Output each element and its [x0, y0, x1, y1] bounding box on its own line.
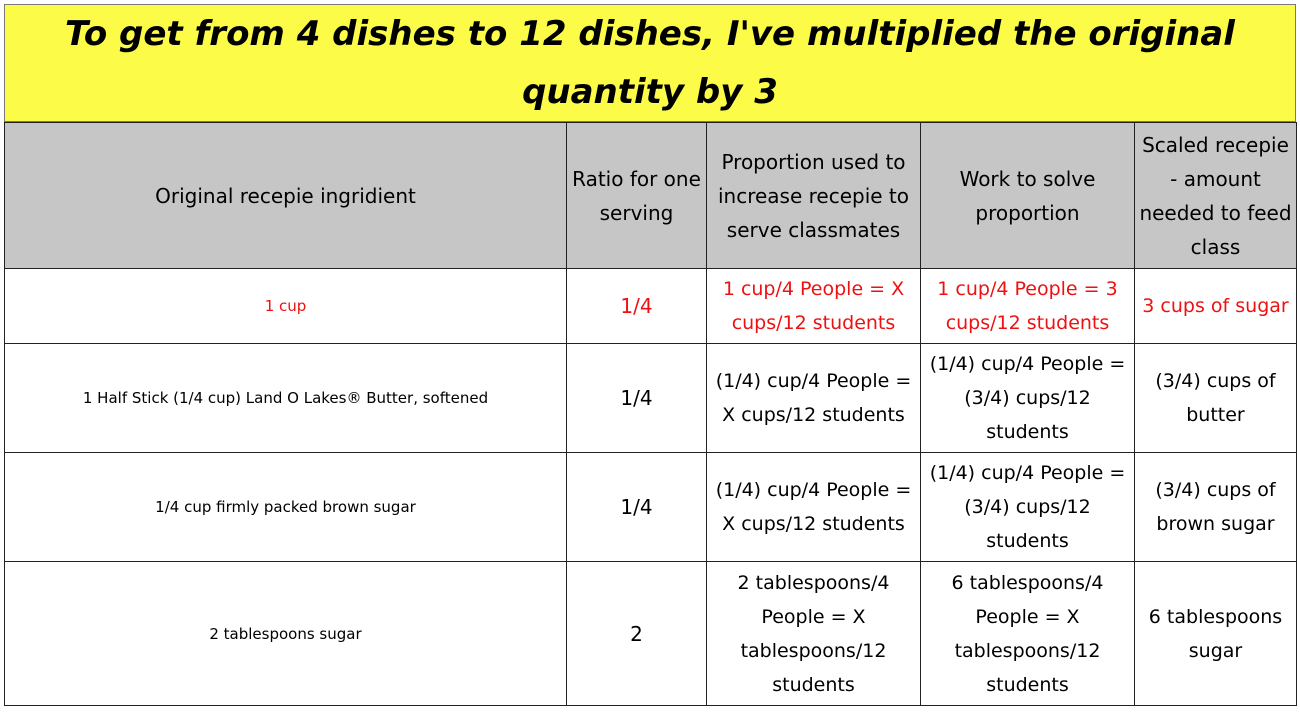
ratio-cell[interactable]: 1/4	[567, 453, 707, 562]
proportion-cell[interactable]: 2 tablespoons/4 People = X tablespoons/12 students	[707, 562, 921, 706]
header-row	[5, 123, 1297, 269]
proportion-cell[interactable]: 1 cup/4 People = X cups/12 students	[707, 269, 921, 344]
recipe-table	[4, 122, 1297, 706]
header-proportion[interactable]: Proportion used to increase recepie to serve classmates	[707, 123, 921, 269]
ingredient-cell[interactable]: 1 cup	[5, 269, 567, 344]
work-cell[interactable]: (1/4) cup/4 People = (3/4) cups/12 students	[921, 453, 1135, 562]
proportion-cell[interactable]: (1/4) cup/4 People = X cups/12 students	[707, 344, 921, 453]
header-ratio[interactable]: Ratio for one serving	[567, 123, 707, 269]
scaled-cell[interactable]: (3/4) cups of butter	[1135, 344, 1297, 453]
header-work[interactable]: Work to solve proportion	[921, 123, 1135, 269]
scaled-cell[interactable]: 6 tablespoons sugar	[1135, 562, 1297, 706]
work-cell[interactable]: 6 tablespoons/4 People = X tablespoons/12 students	[921, 562, 1135, 706]
work-cell[interactable]: 1 cup/4 People = 3 cups/12 students	[921, 269, 1135, 344]
page-title: To get from 4 dishes to 12 dishes, I've multiplied the original quantity by 3	[65, 14, 1235, 112]
ingredient-cell[interactable]: 1/4 cup firmly packed brown sugar	[5, 453, 567, 562]
ratio-cell[interactable]: 1/4	[567, 269, 707, 344]
table-row	[5, 344, 1297, 453]
table-row	[5, 562, 1297, 706]
proportion-cell[interactable]: (1/4) cup/4 People = X cups/12 students	[707, 453, 921, 562]
scaled-cell[interactable]: (3/4) cups of brown sugar	[1135, 453, 1297, 562]
table-row	[5, 269, 1297, 344]
table-row	[5, 453, 1297, 562]
scaled-cell[interactable]: 3 cups of sugar	[1135, 269, 1297, 344]
ratio-cell[interactable]: 2	[567, 562, 707, 706]
work-cell[interactable]: (1/4) cup/4 People = (3/4) cups/12 students	[921, 344, 1135, 453]
ratio-cell[interactable]: 1/4	[567, 344, 707, 453]
header-ingredient[interactable]: Original recepie ingridient	[5, 123, 567, 269]
ingredient-cell[interactable]: 1 Half Stick (1/4 cup) Land O Lakes® Butter, softened	[5, 344, 567, 453]
header-scaled[interactable]: Scaled recepie - amount needed to feed class	[1135, 123, 1297, 269]
title-banner[interactable]	[4, 4, 1296, 122]
ingredient-cell[interactable]: 2 tablespoons sugar	[5, 562, 567, 706]
